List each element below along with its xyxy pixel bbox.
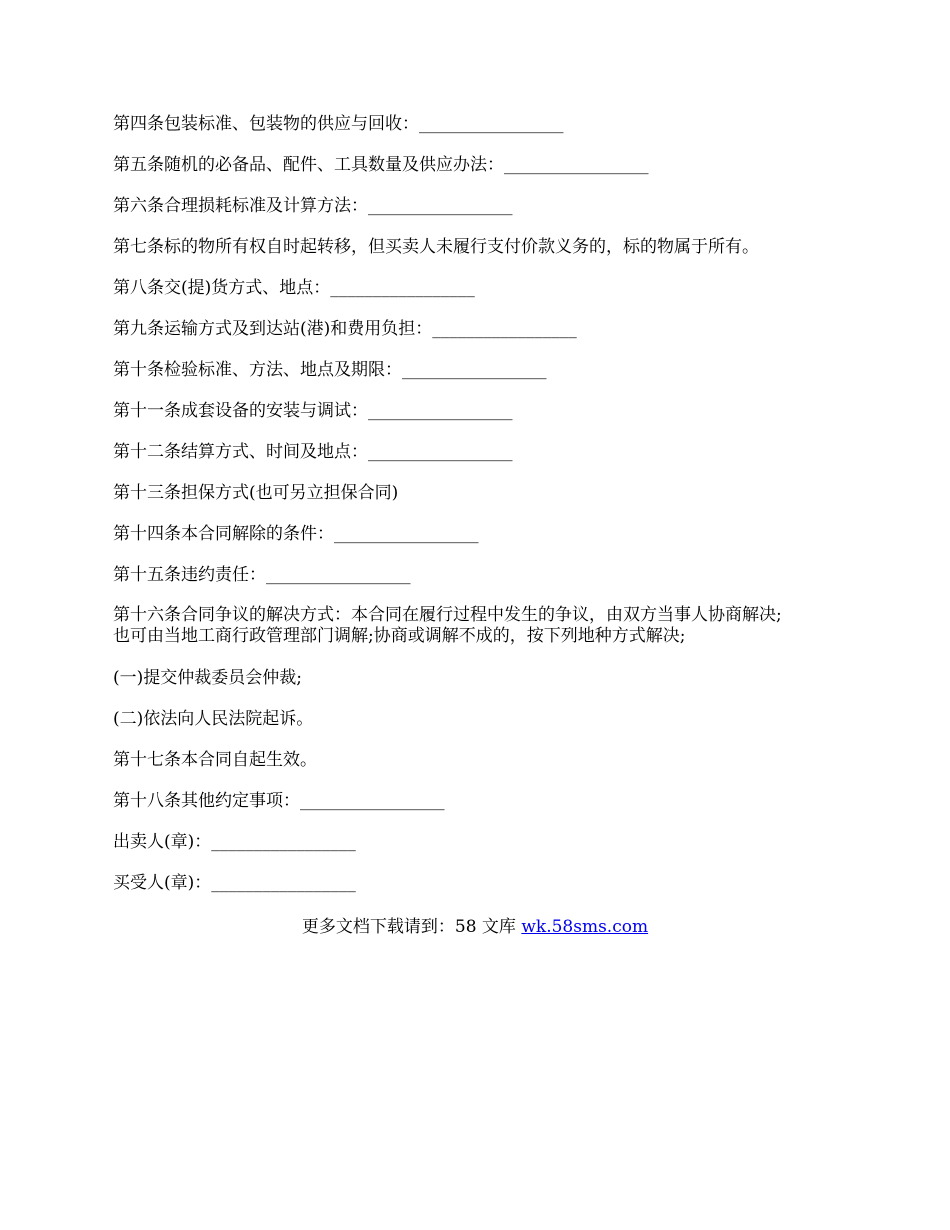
- option-arbitration: (一)提交仲裁委员会仲裁;: [113, 668, 302, 688]
- clause-14: 第十四条本合同解除的条件：_________________: [113, 524, 479, 544]
- clause-6: 第六条合理损耗标准及计算方法：_________________: [113, 196, 513, 216]
- clause-16: [113, 605, 853, 647]
- clause-11: 第十一条成套设备的安装与调试：_________________: [113, 401, 513, 421]
- clause-7: 第七条标的物所有权自时起转移，但买卖人未履行支付价款义务的，标的物属于所有。: [113, 237, 759, 257]
- clause-16-line-1: 第十六条合同争议的解决方式：本合同在履行过程中发生的争议，由双方当事人协商解决;: [113, 605, 782, 625]
- clause-15: 第十五条违约责任：_________________: [113, 565, 411, 585]
- buyer-signature-line: 买受人(章)：_________________: [113, 873, 356, 893]
- clause-4: 第四条包装标准、包装物的供应与回收：_________________: [113, 114, 564, 134]
- clause-8: 第八条交(提)货方式、地点：_________________: [113, 278, 475, 298]
- clause-5: 第五条随机的必备品、配件、工具数量及供应办法：_________________: [113, 155, 649, 175]
- clause-9: 第九条运输方式及到达站(港)和费用负担：_________________: [113, 319, 577, 339]
- contract-body: [113, 113, 853, 913]
- footer-link[interactable]: wk.58sms.com: [521, 917, 649, 937]
- download-footer: [0, 915, 950, 939]
- clause-13: 第十三条担保方式(也可另立担保合同): [113, 483, 399, 503]
- seller-signature-line: 出卖人(章)：_________________: [113, 832, 356, 852]
- clause-12: 第十二条结算方式、时间及地点：_________________: [113, 442, 513, 462]
- clause-18: 第十八条其他约定事项：_________________: [113, 791, 445, 811]
- clause-17: 第十七条本合同自起生效。: [113, 750, 317, 770]
- option-litigation: (二)依法向人民法院起诉。: [113, 709, 314, 729]
- clause-10: 第十条检验标准、方法、地点及期限：_________________: [113, 360, 547, 380]
- clause-16-line-2: 也可由当地工商行政管理部门调解;协商或调解不成的，按下列地种方式解决;: [113, 626, 686, 646]
- footer-text: 更多文档下载请到：58 文库: [301, 917, 522, 937]
